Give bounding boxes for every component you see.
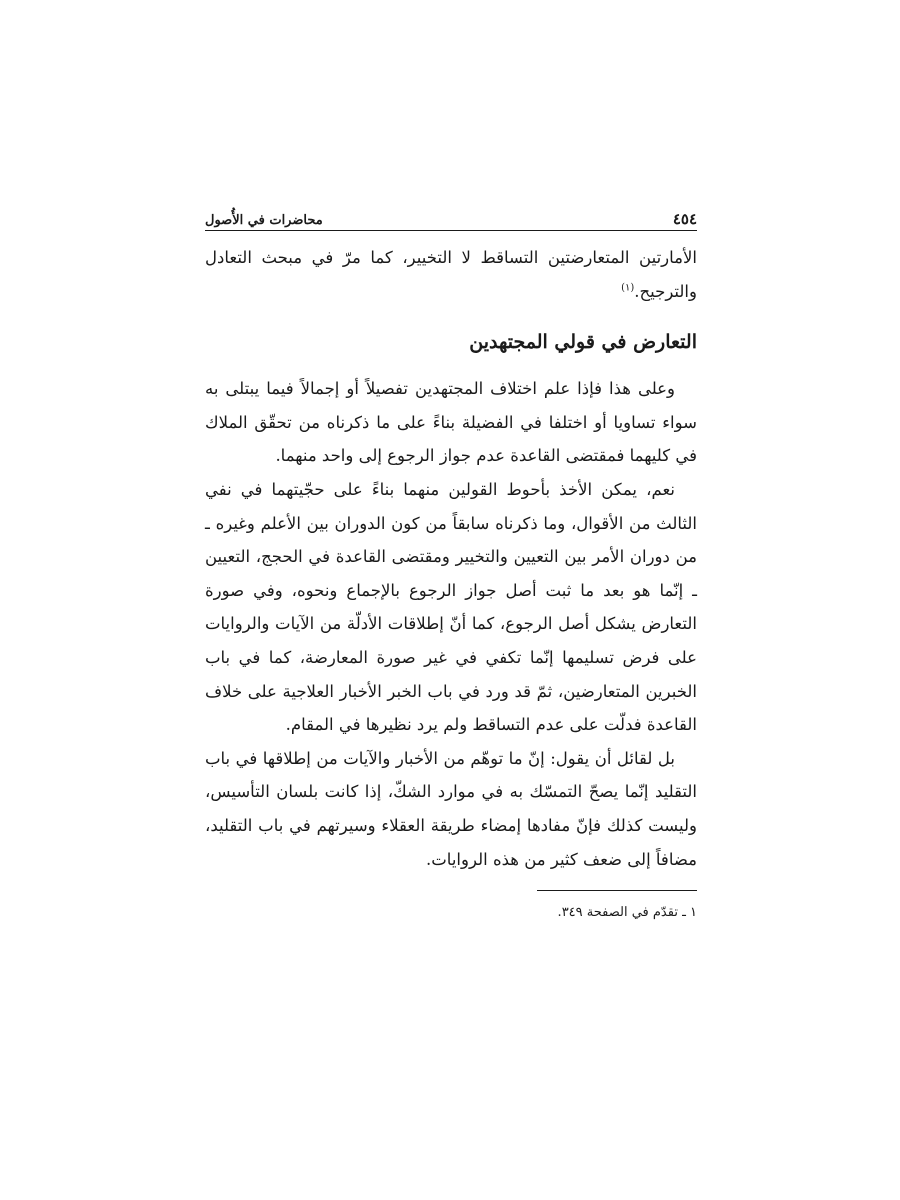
paragraph-continuation-text: الأمارتين المتعارضتين التساقط لا التخيير، كما مرّ في مبحث التعادل والترجيح. (205, 248, 697, 301)
paragraph: نعم، يمكن الأخذ بأحوط القولين منهما بناءً على حجّيتهما في نفي الثالث من الأقوال، وما ذكرناه سابقاً من كون الدوران بين الأعلم وغيره ـ من دوران الأمر بين التعيين والتخيير ومقتضى القاعدة في الحجج، التعيين ـ إنّما هو بعد ما ثبت أصل جواز الرجوع بالإجماع ونحوه، وفي صورة التعارض يشكل أصل الرجوع، كما أنّ إطلاقات الأدلّة من الآيات والروايات على فرض تسليمها إنّما تكفي في غير صورة المعارضة، كما في باب الخبرين المتعارضين، ثمّ قد ورد في باب الخبر الأخبار العلاجية على خلاف القاعدة فدلّت على عدم التساقط ولم يرد نظيرها في المقام. (205, 479, 697, 735)
footnote-reference: (١) (621, 282, 635, 294)
paragraph: وعلى هذا فإذا علم اختلاف المجتهدين تفصيلاً أو إجمالاً فيما يبتلى به سواء تساويا أو اختلفا في الفضيلة بناءً على ما ذكرناه من تحقّق الملاك في كليهما فمقتضى القاعدة عدم جواز الرجوع إلى واحد منهما. (205, 379, 697, 466)
book-title: محاضرات في الأُصول (205, 213, 323, 228)
paragraph-continuation (205, 241, 697, 308)
body-text (205, 241, 697, 876)
footnote-divider (537, 890, 697, 891)
book-page (205, 200, 697, 923)
page-number: ٤٥٤ (672, 210, 697, 228)
paragraph: بل لقائل أن يقول: إنّ ما توهّم من الأخبار والآيات من إطلاقها في باب التقليد إنّما يصحّ التمسّك به في موارد الشكّ، إذا كانت بلسان التأسيس، وليست كذلك فإنّ مفادها إمضاء طريقة العقلاء وسيرتهم في باب التقليد، مضافاً إلى ضعف كثير من هذه الروايات. (205, 748, 697, 869)
running-header (205, 200, 697, 231)
footnote: ١ ـ تقدّم في الصفحة ٣٤٩. (557, 905, 697, 921)
section-heading: التعارض في قولي المجتهدين (469, 331, 697, 354)
